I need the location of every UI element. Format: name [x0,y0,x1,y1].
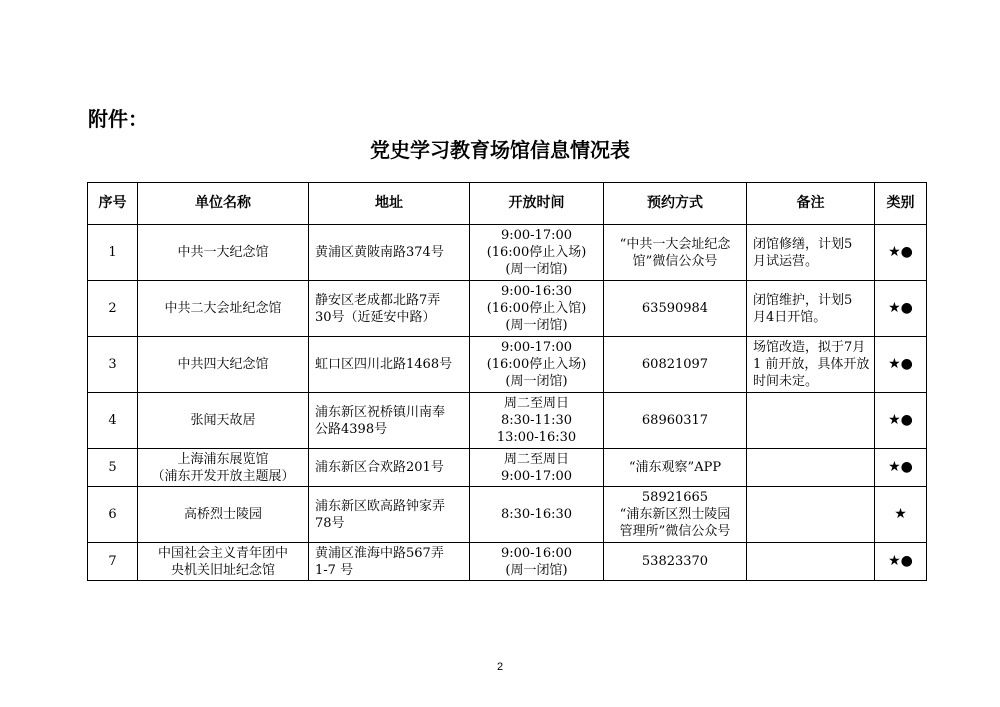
cell-category: ★● [875,449,927,487]
cell-name [138,225,309,281]
header-name: 单位名称 [138,183,309,225]
cell-no: 4 [88,393,138,449]
cell-notes [747,449,875,487]
cell-address-line: 30号（近延安中路） [315,309,436,325]
cell-address-line: 黄浦区淮海中路567弄 [315,545,444,561]
cell-notes-line: 月试运营。 [753,253,819,269]
cell-name-line: 高桥烈士陵园 [183,507,262,522]
header-address: 地址 [309,183,470,225]
cell-name [138,393,309,449]
document-title: 党史学习教育场馆信息情况表 [370,138,630,162]
cell-address-line: 浦东新区欧高路钟家弄 [315,498,446,514]
cell-hours [470,543,604,581]
header-no: 序号 [88,183,138,225]
cell-booking-line: “浦东新区烈士陵园 [619,507,731,522]
cell-no: 6 [88,487,138,543]
cell-no: 1 [88,225,138,281]
cell-hours-line: 9:00-16:30 [500,284,573,299]
cell-category: ★● [875,543,927,581]
table-row [88,225,927,281]
cell-name-line: 中共二大会址纪念馆 [164,301,282,316]
cell-booking-line: 58921665 [641,490,709,505]
cell-hours-line: (周一闭馆) [505,374,568,389]
cell-name [138,487,309,543]
header-category: 类别 [875,183,927,225]
table-row [88,543,927,581]
header-notes: 备注 [747,183,875,225]
cell-address [309,543,470,581]
header-booking: 预约方式 [604,183,747,225]
cell-notes [747,393,875,449]
attachment-label: 附件： [88,107,148,131]
cell-booking [604,487,747,543]
cell-address [309,487,470,543]
cell-notes-line: 月4日开馆。 [753,309,827,325]
cell-name [138,449,309,487]
cell-hours-line: (16:00停止入场) [486,245,587,260]
cell-booking-line: “浦东观察”APP [628,460,722,475]
cell-hours-line: (周一闭馆) [505,262,568,277]
cell-hours-line: (周一闭馆) [505,318,568,333]
cell-hours [470,449,604,487]
cell-address [309,281,470,337]
table-row [88,281,927,337]
cell-booking [604,281,747,337]
cell-booking [604,449,747,487]
cell-address-line: 浦东新区合欢路201号 [315,460,444,475]
cell-notes [747,543,875,581]
cell-notes-line: 闭馆修缮，计划5 [753,236,853,252]
cell-booking-line: 馆”微信公众号 [632,253,718,269]
cell-notes [747,337,875,393]
cell-name-line: 中共一大纪念馆 [177,245,269,260]
table-header-row [88,183,927,225]
table-row [88,449,927,487]
cell-address-line: 78号 [315,515,345,531]
cell-booking [604,225,747,281]
cell-booking [604,337,747,393]
cell-address [309,449,470,487]
cell-category: ★● [875,393,927,449]
cell-hours [470,281,604,337]
cell-booking-line: 63590984 [641,301,709,316]
cell-category: ★● [875,225,927,281]
cell-address [309,225,470,281]
cell-address-line: 静安区老成都北路7弄 [315,292,441,308]
venue-info-table [87,182,927,581]
cell-notes [747,281,875,337]
cell-notes-line: 时间未定。 [753,374,819,389]
cell-address-line: 公路4398号 [315,421,388,437]
cell-hours [470,487,604,543]
cell-address-line: 1-7 号 [315,562,354,578]
cell-notes [747,487,875,543]
cell-hours [470,225,604,281]
cell-address-line: 虹口区四川北路1468号 [315,357,453,372]
cell-hours [470,337,604,393]
cell-category: ★● [875,281,927,337]
header-hours: 开放时间 [470,183,604,225]
cell-hours-line: 8:30-11:30 [500,413,573,428]
cell-notes [747,225,875,281]
cell-booking-line: 60821097 [641,357,709,372]
cell-name [138,281,309,337]
cell-hours [470,393,604,449]
cell-name [138,543,309,581]
cell-category: ★ [875,487,927,543]
cell-hours-line: 13:00-16:30 [496,430,577,445]
table-row [88,393,927,449]
cell-hours-line: 9:00-17:00 [500,228,573,243]
cell-booking [604,543,747,581]
cell-name-line: 上海浦东展览馆 [177,451,269,467]
cell-name-line: （浦东开发开放主题展） [151,468,295,484]
cell-hours-line: 9:00-16:00 [500,545,573,561]
cell-booking [604,393,747,449]
cell-address-line: 浦东新区祝桥镇川南奉 [315,404,446,420]
cell-hours-line: (周一闭馆) [505,562,568,578]
cell-name-line: 中国社会主义青年团中 [157,545,288,561]
cell-notes-line: 1 前开放，具体开放 [753,357,870,372]
cell-hours-line: 周二至周日 [503,451,569,467]
cell-no: 3 [88,337,138,393]
cell-category: ★● [875,337,927,393]
cell-hours-line: 9:00-17:00 [500,468,573,484]
cell-booking-line: 53823370 [641,554,709,569]
cell-no: 2 [88,281,138,337]
cell-no: 5 [88,449,138,487]
cell-booking-line: 管理所”微信公众号 [619,524,731,539]
page-number: 2 [496,661,504,673]
cell-name-line: 张闻天故居 [190,413,256,428]
cell-booking-line: “中共一大会址纪念 [619,236,731,252]
cell-hours-line: 周二至周日 [503,396,569,411]
cell-address [309,393,470,449]
cell-name [138,337,309,393]
cell-address-line: 黄浦区黄陂南路374号 [315,245,444,260]
cell-hours-line: 8:30-16:30 [500,507,573,522]
cell-notes-line: 闭馆维护，计划5 [753,292,853,308]
table-row [88,487,927,543]
cell-address [309,337,470,393]
cell-booking-line: 68960317 [641,413,709,428]
table-row [88,337,927,393]
cell-hours-line: 9:00-17:00 [500,340,573,355]
cell-hours-line: (16:00停止入场) [486,357,587,372]
cell-name-line: 中共四大纪念馆 [177,357,269,372]
cell-no: 7 [88,543,138,581]
cell-hours-line: (16:00停止入馆) [486,301,587,316]
cell-notes-line: 场馆改造，拟于7月 [753,340,866,355]
cell-name-line: 央机关旧址纪念馆 [170,562,275,578]
